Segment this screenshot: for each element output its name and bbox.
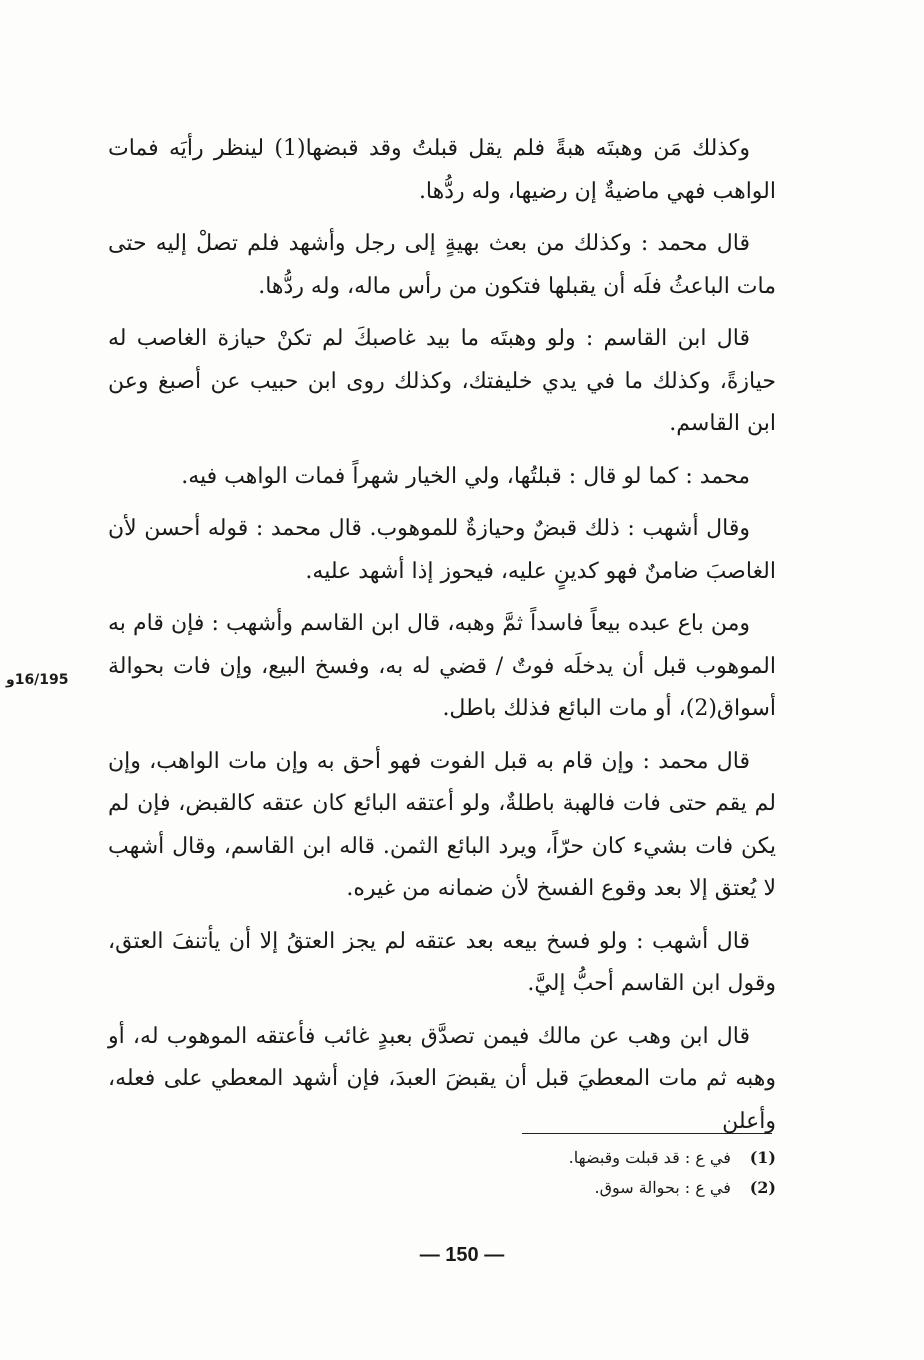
- paragraph-7: قال محمد : وإن قام به قبل الفوت فهو أحق به وإن مات الواهب، وإن لم يقم حتى فات فالهبة باطلةٌ، ولو أعتقه البائع كان عتقه كالقبض، فإن لم يكن فات بشيء كان حرّاً، ويرد البائع الثمن. قاله ابن القاسم، وقال أشهب لا يُعتق إلا بعد وقوع الفسخ لأن ضمانه من غيره.: [108, 748, 776, 901]
- paragraph-5: وقال أشهب : ذلك قبضٌ وحيازةٌ للموهوب. قال محمد : قوله أحسن لأن الغاصبَ ضامنٌ فهو كدينٍ عليه، فيحوز إذا أشهد عليه.: [108, 516, 776, 584]
- footnote-2-number: (2): [749, 1178, 776, 1197]
- paragraph-6: ومن باع عبده بيعاً فاسداً ثمَّ وهبه، قال ابن القاسم وأشهب : فإن قام به الموهوب قبل أن يدخلَه فوتٌ / قضي له به، وفسخ البيع، وإن فات بحوالة أسواق(2)، أو مات البائع فذلك باطل.: [108, 611, 776, 721]
- manuscript-folio-note: 16/195و: [6, 672, 69, 688]
- main-text: [108, 128, 776, 1153]
- footnote-divider: [522, 1133, 772, 1134]
- paragraph-3: قال ابن القاسم : ولو وهبتَه ما بيد غاصبكَ لم تكنْ حيازة الغاصب له حيازةً، وكذلك ما في يدي خليفتك، وكذلك روى ابن حبيب عن أصبغ وعن ابن القاسم.: [108, 326, 776, 436]
- footnote-1: [376, 1143, 776, 1173]
- page-number: — 150 —: [419, 1244, 505, 1266]
- footnote-2: [376, 1173, 776, 1203]
- paragraph-1: وكذلك مَن وهبتَه هبةً فلم يقل قبلتُ وقد قبضها(1) لينظر رأيَه فمات الواهب فهي ماضيةٌ إن رضيها، وله ردُّها.: [108, 136, 776, 204]
- paragraph-2: قال محمد : وكذلك من بعث بهيةٍ إلى رجل وأشهد فلم تصلْ إليه حتى مات الباعثُ فلَه أن يقبلها فتكون من رأس ماله، وله ردُّها.: [108, 231, 776, 299]
- footnote-1-text: في ع : قد قبلت وقبضها.: [568, 1148, 731, 1167]
- footnote-2-text: في ع : بحوالة سوق.: [594, 1178, 731, 1197]
- footnotes: [376, 1143, 776, 1203]
- footnote-1-number: (1): [749, 1148, 776, 1167]
- paragraph-8: قال أشهب : ولو فسخ بيعه بعد عتقه لم يجز العتقُ إلا أن يأتنفَ العتق، وقول ابن القاسم أحبُّ إليَّ.: [108, 928, 776, 996]
- paragraph-9: قال ابن وهب عن مالك فيمن تصدَّق بعبدٍ غائب فأعتقه الموهوب له، أو وهبه ثم مات المعطيَ قبل أن يقبضَ العبدَ، فإن أشهد المعطي على فعله، وأعلن: [108, 1023, 776, 1134]
- paragraph-4: محمد : كما لو قال : قبلتُها، ولي الخيار شهراً فمات الواهب فيه.: [181, 463, 750, 489]
